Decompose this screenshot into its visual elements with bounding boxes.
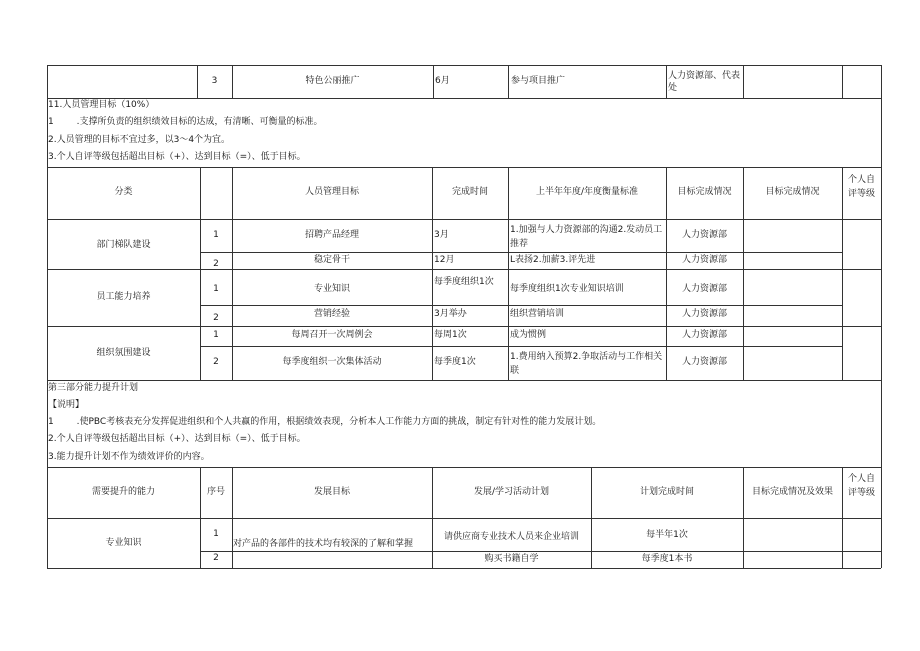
s3-header-ability: 需要提升的能力	[91, 487, 155, 497]
s2-g3-r2-standard: 1.费用纳入预算2.争取活动与工作相关联	[510, 352, 663, 376]
section2-note-2: 2.人员管理的目标不宜过多，以3～4个为宜。	[48, 135, 231, 145]
s3-ability: 专业知识	[105, 538, 142, 548]
s2-g2-r2-status: 人力资源部	[681, 309, 727, 319]
s3-r1-num: 1	[213, 529, 219, 539]
top-row-standard: 参与项目推广	[511, 76, 566, 86]
s3-header-plan: 发展/学习活动计划	[473, 487, 550, 497]
s3-r1-time: 每半年1次	[646, 530, 688, 540]
s2-g3-r1-num: 1	[213, 330, 219, 340]
section3-note-2: 2.个人自评等级包括超出目标（+）、达到目标（=）、低于目标。	[48, 434, 306, 444]
s2-g1-r1-goal: 招聘产品经理	[304, 230, 359, 240]
s3-header-time: 计划完成时间	[639, 487, 694, 497]
top-row-goal: 特色公丽推广	[305, 76, 360, 86]
s3-header-num: 序号	[206, 487, 225, 497]
s3-header-dev-goal: 发展目标	[313, 487, 350, 497]
section3-note-1: 1 .使PBC考核表充分发挥促进组织和个人共赢的作用，根据绩效表现，分析本人工作能力方面的挑战，制定有针对性的能力发展计划。	[48, 417, 602, 427]
top-row-owner: 人力资源部、代表处	[668, 71, 741, 93]
s2-g1-r2-time: 12月	[434, 255, 455, 265]
section3-note-label: 【说明】	[48, 400, 85, 410]
s2-g2-r1-status: 人力资源部	[681, 284, 727, 294]
s2-header-standard: 上半年年度/年度衡量标准	[535, 187, 639, 197]
s3-header-self-rating: 个人自评等级	[847, 474, 875, 498]
s2-group-3-category: 组织氛围建设	[96, 348, 151, 358]
s3-r1-plan: 请供应商专业技术人员来企业培训	[443, 532, 579, 542]
s2-g1-r1-time: 3月	[434, 230, 449, 240]
s2-g1-r1-num: 1	[213, 230, 219, 240]
s2-g2-r1-time: 每季度组织1次	[434, 277, 494, 287]
s2-g1-r2-status: 人力资源部	[681, 255, 727, 265]
s2-g3-r2-num: 2	[213, 357, 219, 367]
s2-g2-r1-num: 1	[213, 284, 219, 294]
s2-g2-r2-standard: 组织营销培训	[510, 309, 565, 319]
s2-g1-r2-goal: 稳定骨干	[313, 255, 350, 265]
s2-header-goal: 人员管理目标	[304, 187, 359, 197]
s2-g2-r2-time: 3月举办	[434, 309, 467, 319]
s2-g3-r2-status: 人力资源部	[681, 357, 727, 367]
s2-header-time: 完成时间	[451, 187, 488, 197]
s2-g1-r1-status: 人力资源部	[681, 230, 727, 240]
s2-g1-r2-num: 2	[213, 259, 219, 269]
s2-g2-r2-num: 2	[213, 313, 219, 323]
s2-group-1-category: 部门梯队建设	[96, 240, 151, 250]
s3-r2-plan: 购买书籍自学	[484, 554, 539, 564]
s2-g3-r1-time: 每周1次	[434, 330, 467, 340]
s2-g1-r2-standard: L表扬2.加薪3.评先进	[510, 255, 596, 265]
top-row-time: 6月	[435, 76, 450, 86]
s2-header-category: 分类	[114, 187, 133, 197]
s3-header-result: 目标完成情况及效果	[751, 487, 833, 497]
s2-header-self-rating: 个人自评等级	[847, 175, 875, 199]
section2-title: 11.人员管理目标（10%）	[48, 100, 155, 110]
s2-g3-r2-goal: 每季度组织一次集体活动	[282, 357, 382, 367]
s2-header-status-2: 目标完成情况	[765, 187, 820, 197]
s2-g3-r1-goal: 每周召开一次周例会	[291, 330, 373, 340]
s2-group-2-category: 员工能力培养	[96, 292, 151, 302]
s2-header-status: 目标完成情况	[677, 187, 732, 197]
section3-title: 第三部分能力提升计划	[48, 383, 139, 393]
s2-g3-r1-standard: 成为惯例	[510, 330, 547, 340]
s2-g1-r1-standard: 1.加强与人力资源部的沟通2.发动员工推荐	[510, 225, 663, 249]
section2-note-3: 3.个人自评等级包括超出目标（+）、达到目标（=）、低于目标。	[48, 152, 306, 162]
section2-note-1: 1 .支撑所负责的组织绩效目标的达成，有清晰、可衡量的标准。	[48, 117, 323, 127]
s2-g3-r2-time: 每季度1次	[434, 357, 476, 367]
section3-note-3: 3.能力提升计划不作为绩效评价的内容。	[48, 452, 210, 462]
s3-dev-goal: 对产品的各部件的技术均有较深的了解和掌握	[233, 539, 414, 549]
s2-g3-r1-status: 人力资源部	[681, 330, 727, 340]
s2-g2-r1-goal: 专业知识	[313, 284, 350, 294]
s3-r2-num: 2	[213, 553, 219, 563]
s3-r2-time: 每季度1本书	[641, 554, 693, 564]
top-row-num: 3	[211, 76, 218, 86]
s2-g2-r2-goal: 营销经验	[313, 309, 350, 319]
s2-g2-r1-standard: 每季度组织1次专业知识培训	[510, 284, 624, 294]
